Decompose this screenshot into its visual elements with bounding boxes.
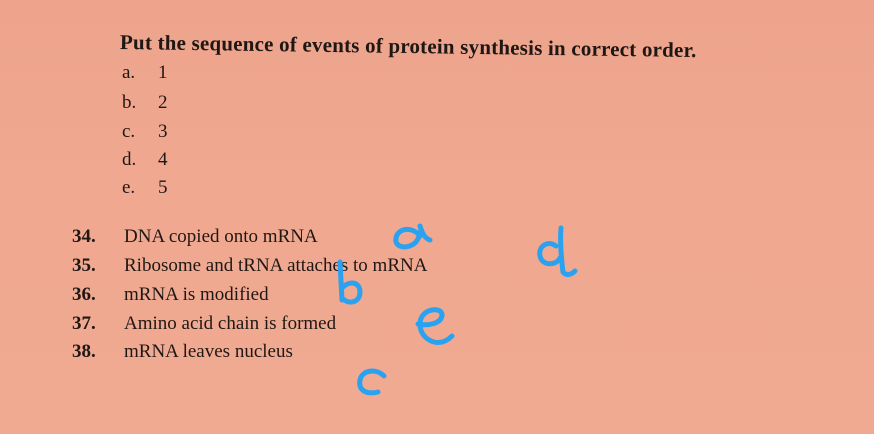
question-35 [72,255,427,277]
option-b [122,92,168,114]
question-text: mRNA is modified [124,284,269,305]
question-number: 35. [72,255,96,276]
question-title: Put the sequence of events of protein synthesis in correct order. [119,30,697,63]
option-value: 2 [158,92,168,113]
option-letter: a. [122,62,136,83]
option-value: 5 [158,177,168,198]
question-number: 38. [72,341,96,362]
answer-c-mark [360,371,384,393]
option-letter: c. [122,121,136,142]
answer-e-mark [418,310,452,343]
option-letter: d. [122,149,137,170]
option-letter: b. [122,92,137,113]
option-e [122,177,168,199]
option-c [122,121,168,143]
question-number: 34. [72,226,96,247]
option-value: 1 [158,62,168,83]
question-36 [72,284,269,306]
question-37 [72,313,336,335]
option-value: 3 [158,121,168,142]
option-d [122,149,168,171]
question-34 [72,226,318,248]
option-a [122,62,168,84]
question-number: 37. [72,313,96,334]
answer-a-mark [396,226,430,247]
question-number: 36. [72,284,96,305]
question-text: mRNA leaves nucleus [124,341,293,362]
option-letter: e. [122,177,136,198]
option-value: 4 [158,149,168,170]
answer-d-mark [540,228,575,275]
question-text: Ribosome and tRNA attaches to mRNA [124,255,428,276]
question-text: DNA copied onto mRNA [124,226,318,247]
question-text: Amino acid chain is formed [124,313,337,334]
question-38 [72,341,293,363]
